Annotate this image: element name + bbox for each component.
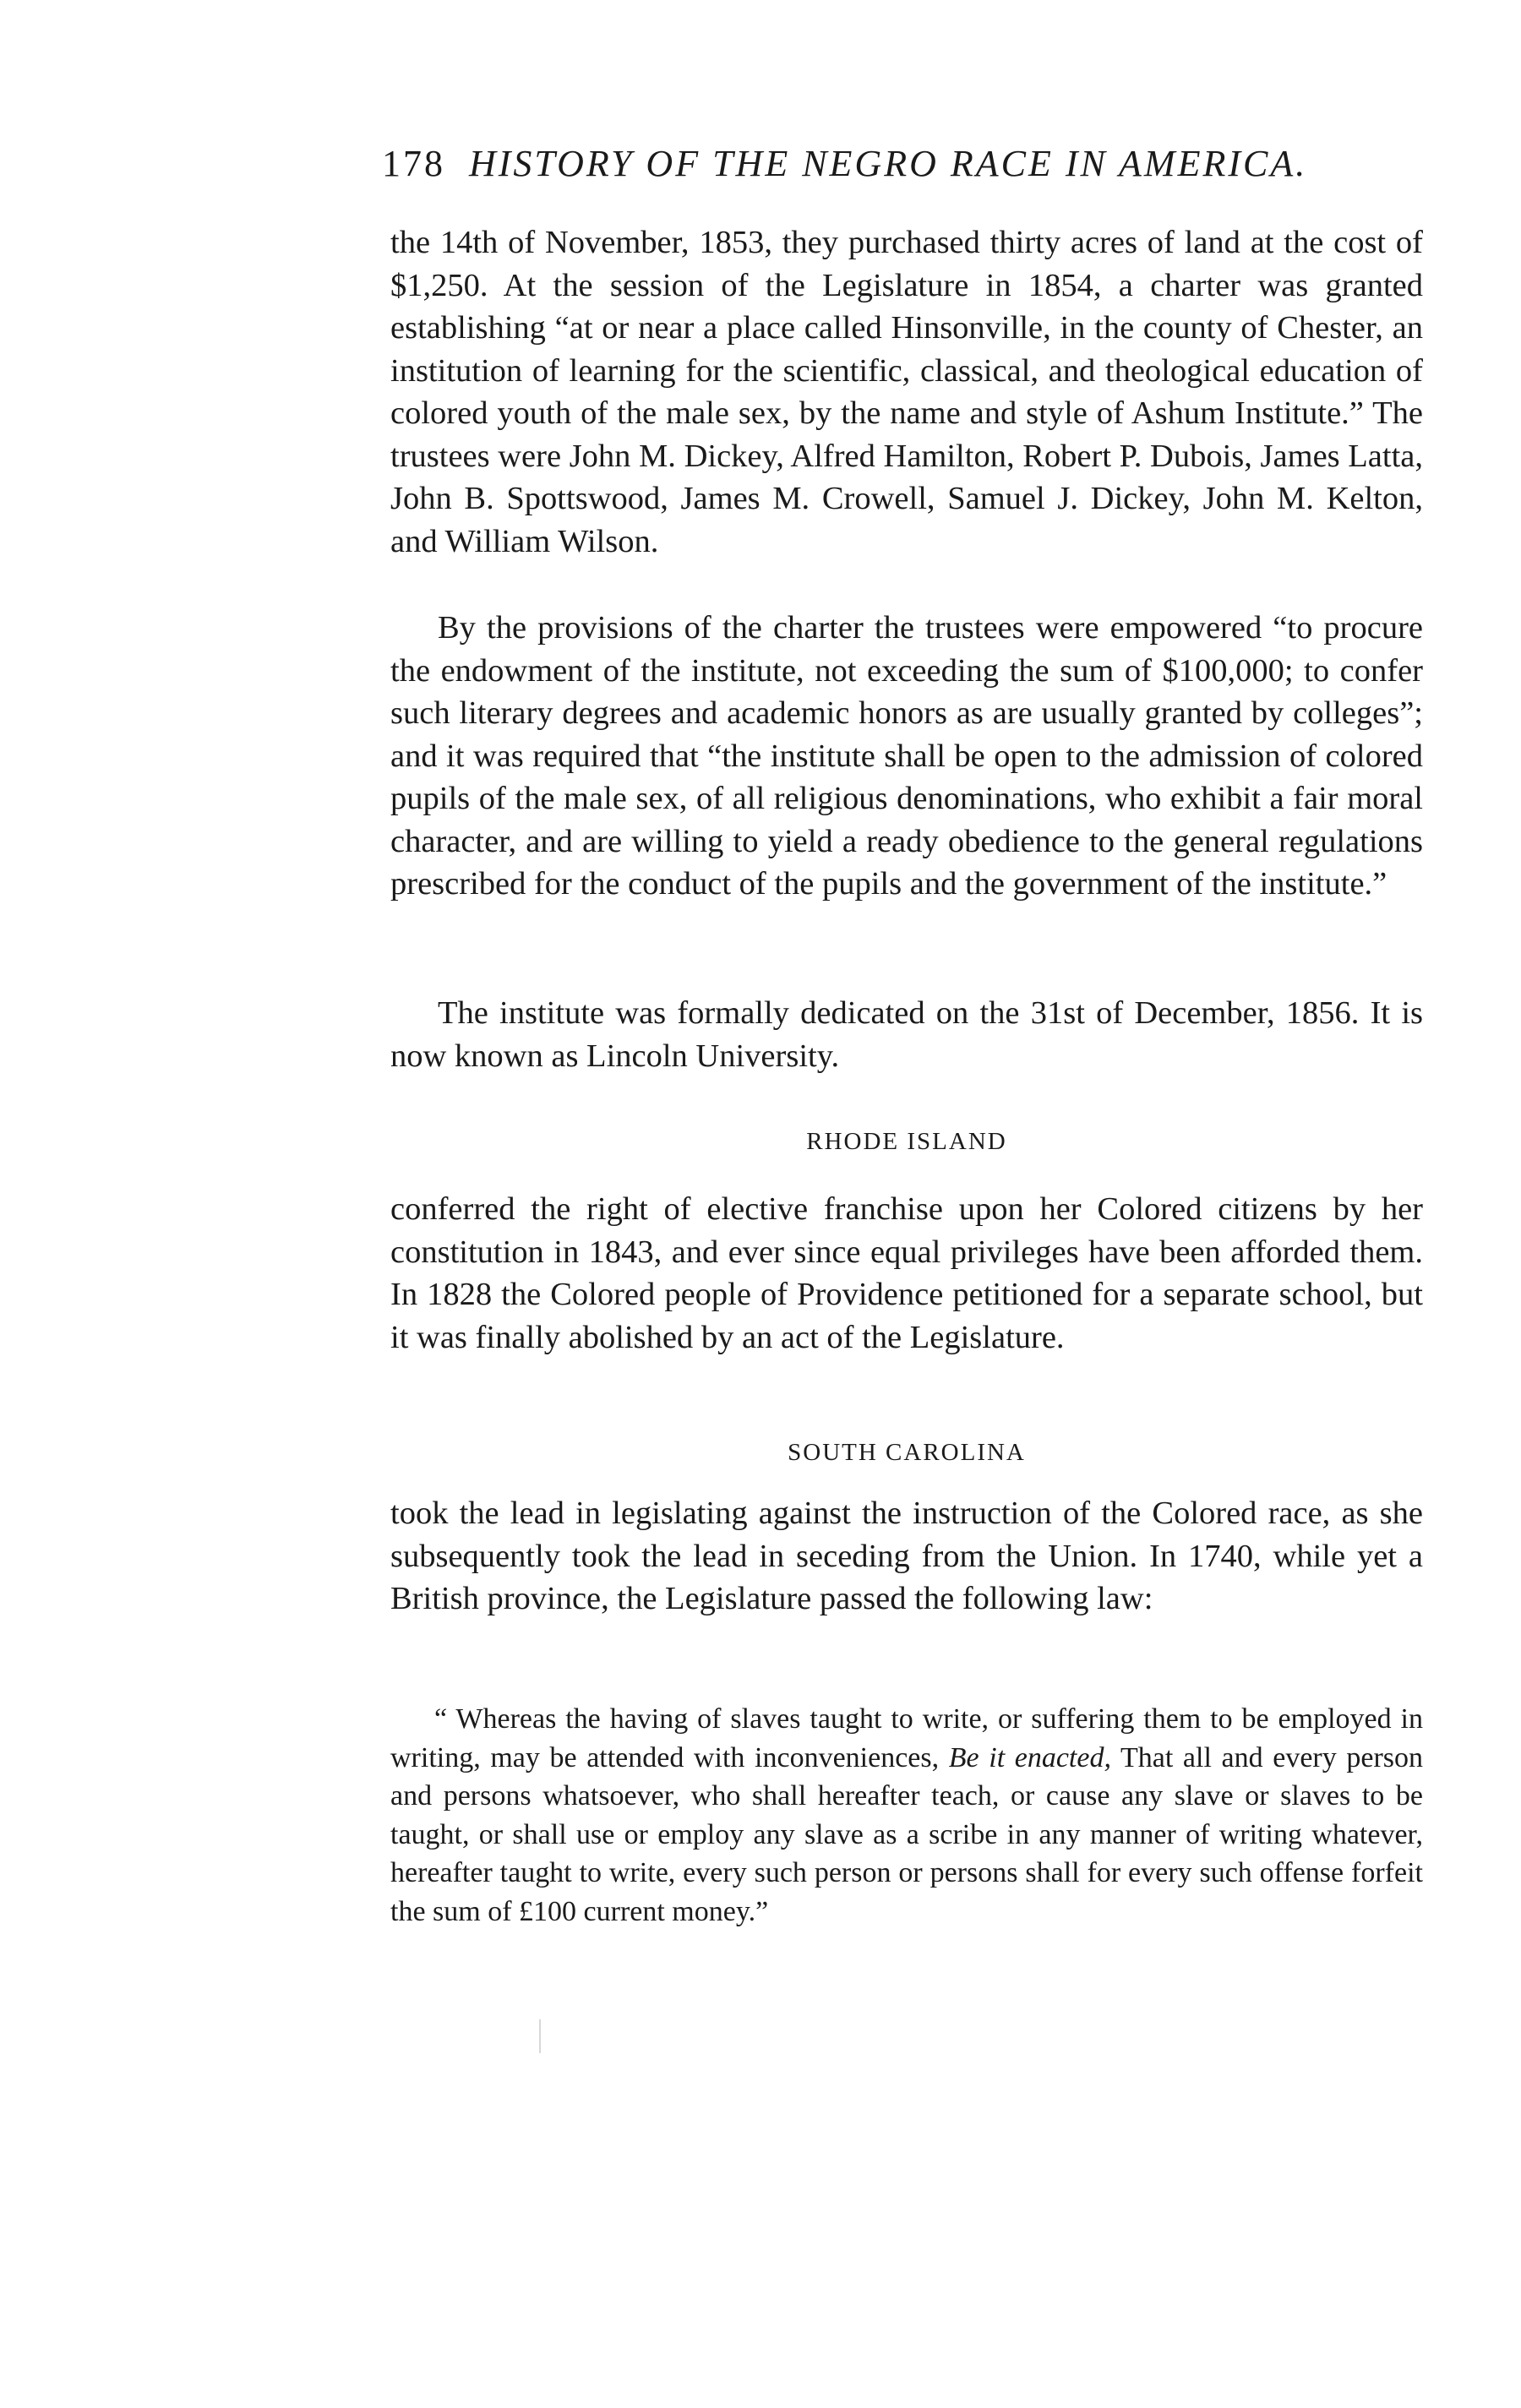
- section-heading-rhode-island: RHODE ISLAND: [806, 1128, 1007, 1155]
- scan-artifact-mark: [539, 2019, 541, 2053]
- section-south-carolina-heading-wrap: [390, 1439, 1423, 1467]
- paragraph-charter: [390, 221, 1423, 563]
- quotation-after: That all and every person and persons whatsoever, who shall hereafter teach, or cause any slave or slaves to be taught, or shall use or employ any slave as a scribe in any manner of writing whatever, hereafter taught to write, every such person or persons shall for every such offense forfeit the sum of £100 current money.”: [390, 1741, 1424, 1927]
- section-heading-south-carolina: SOUTH CAROLINA: [788, 1439, 1026, 1466]
- running-header: [382, 142, 1430, 185]
- paragraph-3: The institute was formally dedicated on the 31st of December, 1856. It is now known as Lincoln University.: [390, 995, 1423, 1074]
- quotation-before: “ Whereas the having of slaves taught to write, or suffering them to be employed in writing, may be attended with inconveniences,: [390, 1703, 1423, 1773]
- section-south-carolina: [390, 1492, 1423, 1621]
- paragraph-dedication: [390, 992, 1423, 1077]
- paragraph-1: the 14th of November, 1853, they purchased thirty acres of land at the cost of $1,250. At the session of the Legislature in 1854, a charter was granted establishing “at or near a place called Hinsonville, in the county of Chester, an institution of learning for the scientific, classical, and theological education of colored youth of the male sex, by the name and style of Ashum Institute.” The trustees were John M. Dickey, Alfred Hamilton, Robert P. Dubois, James Latta, John B. Spottswood, James M. Crowell, Samuel J. Dickey, John M. Kelton, and William Wilson.: [390, 225, 1423, 559]
- rhode-island-text: conferred the right of elective franchise upon her Colored citizens by her constitution in 1843, and ever since equal privileges have been afforded them. In 1828 the Colored people of Providence petitioned for a separate school, but it was finally abolished by an act of the Legislature.: [390, 1191, 1423, 1355]
- paragraph-provisions: [390, 607, 1423, 906]
- law-quotation: [390, 1700, 1423, 1931]
- south-carolina-text: took the lead in legislating against the instruction of the Colored race, as she subsequently took the lead in seceding from the Union. In 1740, while yet a British province, the Legislature passed the following law:: [390, 1495, 1423, 1616]
- running-title: HISTORY OF THE NEGRO RACE IN AMERICA.: [469, 143, 1308, 184]
- section-rhode-island-heading-wrap: [390, 1128, 1423, 1156]
- quotation-italic: Be it enacted,: [948, 1741, 1111, 1773]
- quotation-text: [390, 1700, 1423, 1931]
- paragraph-2: By the provisions of the charter the trustees were empowered “to procure the endowment of the institute, not exceeding the sum of $100,000; to confer such literary degrees and academic honors as are usually granted by colleges”; and it was required that “the institute shall be open to the admission of colored pupils of the male sex, of all religious denominations, who exhibit a fair moral character, and are willing to yield a ready obedience to the general regulations prescribed for the conduct of the pupils and the government of the institute.”: [390, 610, 1423, 902]
- page-number: 178: [382, 143, 445, 184]
- section-rhode-island: [390, 1188, 1423, 1359]
